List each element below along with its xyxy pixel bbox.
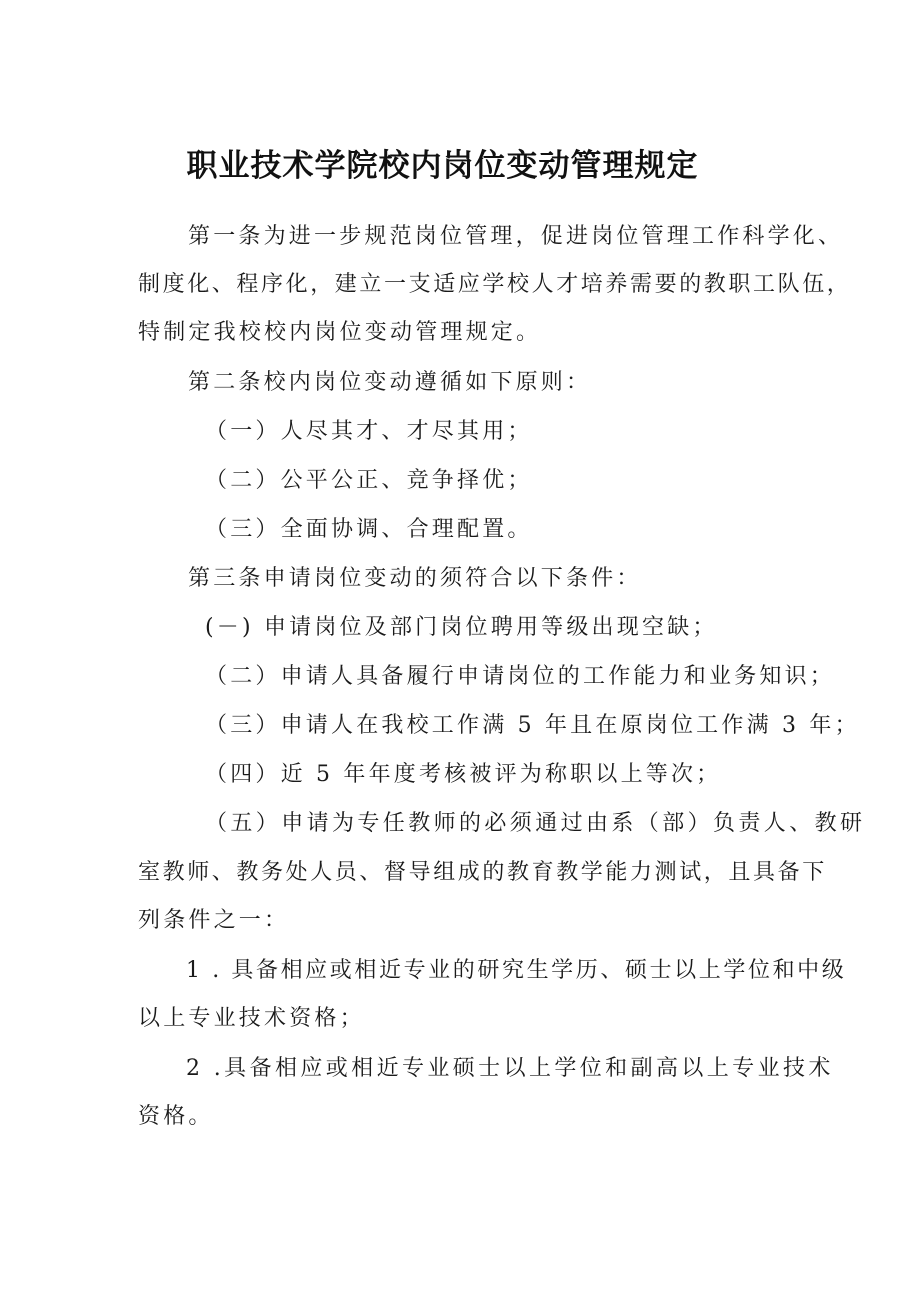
article-1-line-1: 第一条为进一步规范岗位管理，促进岗位管理工作科学化、 <box>188 224 844 249</box>
article-2-item-2: （二）公平公正、竞争择优； <box>205 468 533 493</box>
document-title: 职业技术学院校内岗位变动管理规定 <box>186 148 699 184</box>
article-2-heading: 第二条校内岗位变动遵循如下原则： <box>188 370 592 395</box>
article-3-item-5-line-2: 室教师、教务处人员、督导组成的教育教学能力测试，且具备下 <box>138 860 827 885</box>
condition-1-line-1: 1 . 具备相应或相近专业的研究生学历、硕士以上学位和中级 <box>186 958 847 983</box>
article-3-item-3: （三）申请人在我校工作满 5 年且在原岗位工作满 3 年； <box>205 713 860 738</box>
article-2-item-1: （一）人尽其才、才尽其用； <box>205 419 533 444</box>
condition-2-line-2: 资格。 <box>138 1104 214 1129</box>
article-3-item-2: （二）申请人具备履行申请岗位的工作能力和业务知识； <box>205 664 836 689</box>
article-3-item-1: (－) 申请岗位及部门岗位聘用等级出现空缺； <box>205 615 718 640</box>
article-1-line-2: 制度化、程序化，建立一支适应学校人才培养需要的教职工队伍， <box>138 272 852 297</box>
condition-1-line-2: 以上专业技术资格； <box>138 1006 365 1031</box>
article-2-item-3: （三）全面协调、合理配置。 <box>205 517 533 542</box>
condition-2-line-1: 2 .具备相应或相近专业硕士以上学位和副高以上专业技术 <box>186 1056 834 1081</box>
article-3-heading: 第三条申请岗位变动的须符合以下条件： <box>188 566 642 591</box>
article-3-item-5-line-1: （五）申请为专任教师的必须通过由系（部）负责人、教研 <box>205 811 866 836</box>
article-3-item-5-line-3: 列条件之一： <box>138 908 290 933</box>
article-1-line-3: 特制定我校校内岗位变动管理规定。 <box>138 320 542 345</box>
article-3-item-4: （四）近 5 年年度考核被评为称职以上等次； <box>205 762 722 787</box>
